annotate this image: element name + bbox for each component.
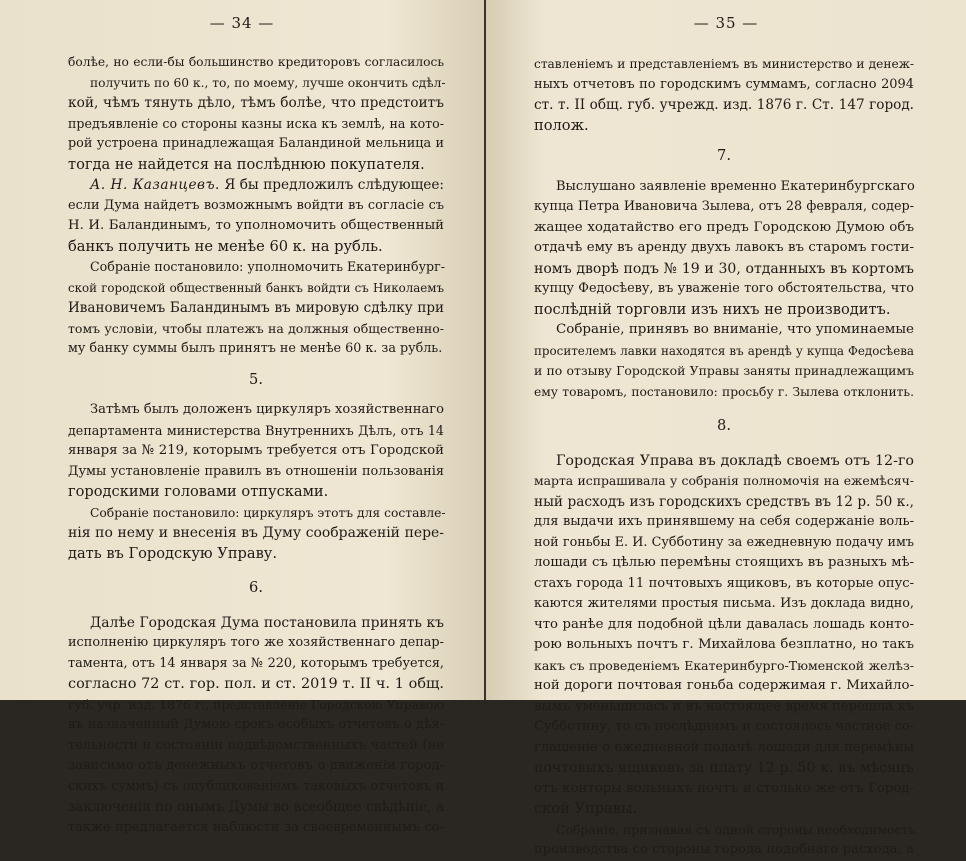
text-line: жащее ходатайство его предъ Городскою Думою объ — [534, 219, 914, 235]
right-page-text — [534, 42, 914, 861]
text-line: му банку суммы былъ принятъ не менѣе 60 к. за рубль. — [68, 341, 443, 356]
speaker-line — [68, 175, 444, 196]
text-line: Н. И. Баландинымъ, то уполномочить общественный — [68, 218, 444, 233]
text-line: также предлагается наблюсти за своевременнымъ со- — [68, 819, 444, 835]
text-line: Городская Управа въ докладѣ своемъ отъ 12-го — [556, 452, 914, 469]
text-line: зависимо отъ денежныхъ отчетовъ о движеніи город- — [68, 758, 444, 773]
text-line: купцу Федосѣеву, въ уваженіе того обстоятельства, что — [534, 281, 914, 296]
text-line: Выслушано заявленіе временно Екатеринбургскаго — [556, 178, 915, 194]
text-line: января за № 219, которымъ требуется отъ Городской — [68, 443, 444, 458]
text-line: ной дороги почтовая гоньба содержимая г. Михайло- — [534, 678, 914, 693]
text-line: ст. т. II общ. губ. учрежд. изд. 1876 г. Ст. 147 город. — [534, 97, 914, 113]
text-line: ставленіемъ и представленіемъ въ министерство и денеж- — [534, 57, 914, 71]
section-heading: 5. — [249, 370, 263, 388]
text-line: губ. учр. изд. 1876 г., представленіе Городскою Управою — [68, 697, 444, 712]
text-line: стахъ города 11 почтовыхъ ящиковъ, въ которые опус- — [534, 575, 914, 591]
text-line: отдачѣ ему въ аренду двухъ лавокъ въ старомъ гости- — [534, 240, 914, 255]
text-line: какъ съ проведеніемъ Екатеринбурго-Тюменской желѣз- — [534, 657, 914, 673]
text-line: лошади съ цѣлью перемѣны стоящихъ въ разныхъ мѣ- — [534, 555, 914, 570]
text-line: скихъ суммъ) съ опубликованіемъ таковыхъ отчетовъ и — [68, 778, 444, 794]
text-line: согласно 72 ст. гор. пол. и ст. 2019 т. II ч. 1 общ. — [68, 676, 444, 692]
text-line: просителемъ лавки находятся въ арендѣ у купца Федосѣева — [534, 343, 914, 358]
text-line: что ранѣе для подобной цѣли давалась лошадь конто- — [534, 616, 914, 632]
text-line: исполненію циркуляръ того же хозяйственнаго депар- — [68, 635, 444, 650]
text-line: тогда не найдется на послѣднюю покупателя. — [68, 155, 425, 173]
text-line: ный расходъ изъ городскихъ средствъ въ 12 р. 50 к., — [534, 493, 914, 510]
text-line: тамента, отъ 14 января за № 220, которымъ требуется, — [68, 655, 444, 671]
text-line: Собраніе постановило: циркуляръ этотъ для составле- — [90, 505, 446, 520]
text-line: марта испрашивала у собранія полномочія на ежемѣсяч- — [534, 473, 914, 488]
text-line: Ивановичемъ Баландинымъ въ мировую сдѣлку при — [68, 300, 444, 316]
text-line: томъ условіи, чтобы платежъ на должныя общественно- — [68, 320, 444, 336]
text-line: каются жителями простыя письма. Изъ доклада видно, — [534, 596, 914, 611]
text-line: Далѣе Городская Дума постановила принять къ — [90, 614, 444, 631]
text-line: номъ дворѣ подъ № 19 и 30, отданныхъ въ кортомъ — [534, 260, 914, 277]
text-line: нія по нему и внесенія въ Думу соображеній пере- — [68, 525, 444, 541]
page-number: — 34 — — [209, 14, 275, 32]
text-line: отъ конторы вольныхъ почтъ и столько же отъ Город- — [534, 780, 914, 796]
text-line: рой устроена принадлежащая Баландиной мельница и — [68, 136, 444, 151]
text-line: Собраніе постановило: уполномочить Екатеринбург- — [90, 259, 445, 274]
text-line: ной гоньбы Е. И. Субботину за ежедневную подачу имъ — [534, 534, 914, 550]
text-line: Затѣмъ былъ доложенъ циркуляръ хозяйственнаго — [90, 402, 444, 417]
text-line: Собраніе, принявъ во вниманіе, что упоминаемые — [556, 322, 914, 337]
text-line: получить по 60 к., то, по моему, лучше окончить сдѣл- — [90, 75, 446, 90]
text-line: ской городской общественный банкъ войдти съ Николаемъ — [68, 280, 444, 295]
text-line: дать въ Городскую Управу. — [68, 544, 278, 562]
page-number: — 35 — — [693, 14, 759, 32]
text-line: заключенія по онымъ Думы во всеобщее свѣдѣніе, а — [68, 799, 444, 815]
text-line: кой, чѣмъ тянуть дѣло, тѣмъ болѣе, что предстоитъ — [68, 95, 444, 111]
text-line: производства со стороны города подобнаго расхода, а — [534, 842, 914, 857]
text-line: и по отзыву Городской Управы заняты принадлежащимъ — [534, 363, 914, 378]
speaker-name: А. Н. Казанцевъ. — [90, 177, 220, 193]
right-page — [486, 0, 966, 857]
text-line: рою вольныхъ почтъ г. Михайлова безплатно, но такъ — [534, 637, 914, 652]
text-line: департамента министерства Внутреннихъ Дѣлъ, отъ 14 — [68, 422, 444, 438]
text-line: глашеніе о ежедневной подачѣ лошади для перемѣны — [534, 739, 914, 755]
text-line: Субботину, то съ послѣднимъ и состоялось частное со- — [534, 719, 914, 734]
section-heading: 8. — [717, 417, 731, 434]
text-line: Собраніе, признавая съ одной стороны необходимость — [556, 821, 916, 837]
text-line: почтовыхъ ящиковъ за плату 12 р. 50 к. въ мѣсяцъ — [534, 760, 914, 776]
text-line: предъявленіе со стороны казны иска къ землѣ, на кото- — [68, 115, 444, 131]
text-line: если Дума найдетъ возможнымъ войдти въ согласіе съ — [68, 197, 444, 213]
text-line: вымъ уменьшилась и въ настоящее время перешла къ — [534, 698, 914, 714]
section-heading: 6. — [249, 579, 263, 596]
left-page — [0, 0, 484, 835]
section-heading: 7. — [717, 147, 731, 164]
text-line: ской Управы. — [534, 800, 638, 817]
text-line: послѣдній торговли изъ нихъ не производитъ. — [534, 300, 891, 318]
text-line: купца Петра Ивановича Зылева, отъ 28 февраля, содер- — [534, 199, 914, 214]
text-line: тельности и состояніи подвѣдомственныхъ частей (не — [68, 737, 444, 753]
left-page-text — [68, 52, 444, 838]
text-line: въ назначенный Думою срокъ особыхъ отчетовъ о дѣя- — [68, 717, 444, 732]
text-line: полож. — [534, 116, 589, 134]
text-line: болѣе, но если-бы большинство кредиторовъ согласилось — [68, 55, 444, 69]
text-line: ныхъ отчетовъ по городскимъ суммамъ, согласно 2094 — [534, 76, 914, 92]
text-line: городскими головами отпусками. — [68, 483, 329, 500]
text-line: Думы установленіе правилъ въ отношеніи пользованія — [68, 463, 444, 479]
text-line: ему товаромъ, постановило: просьбу г. Зылева отклонить. — [534, 384, 914, 399]
text-line: банкъ получить не менѣе 60 к. на рубль. — [68, 237, 383, 255]
speaker-text: Я бы предложилъ слѣдующее: — [224, 177, 444, 193]
text-line: для выдачи ихъ принявшему на себя содержаніе воль- — [534, 514, 914, 529]
